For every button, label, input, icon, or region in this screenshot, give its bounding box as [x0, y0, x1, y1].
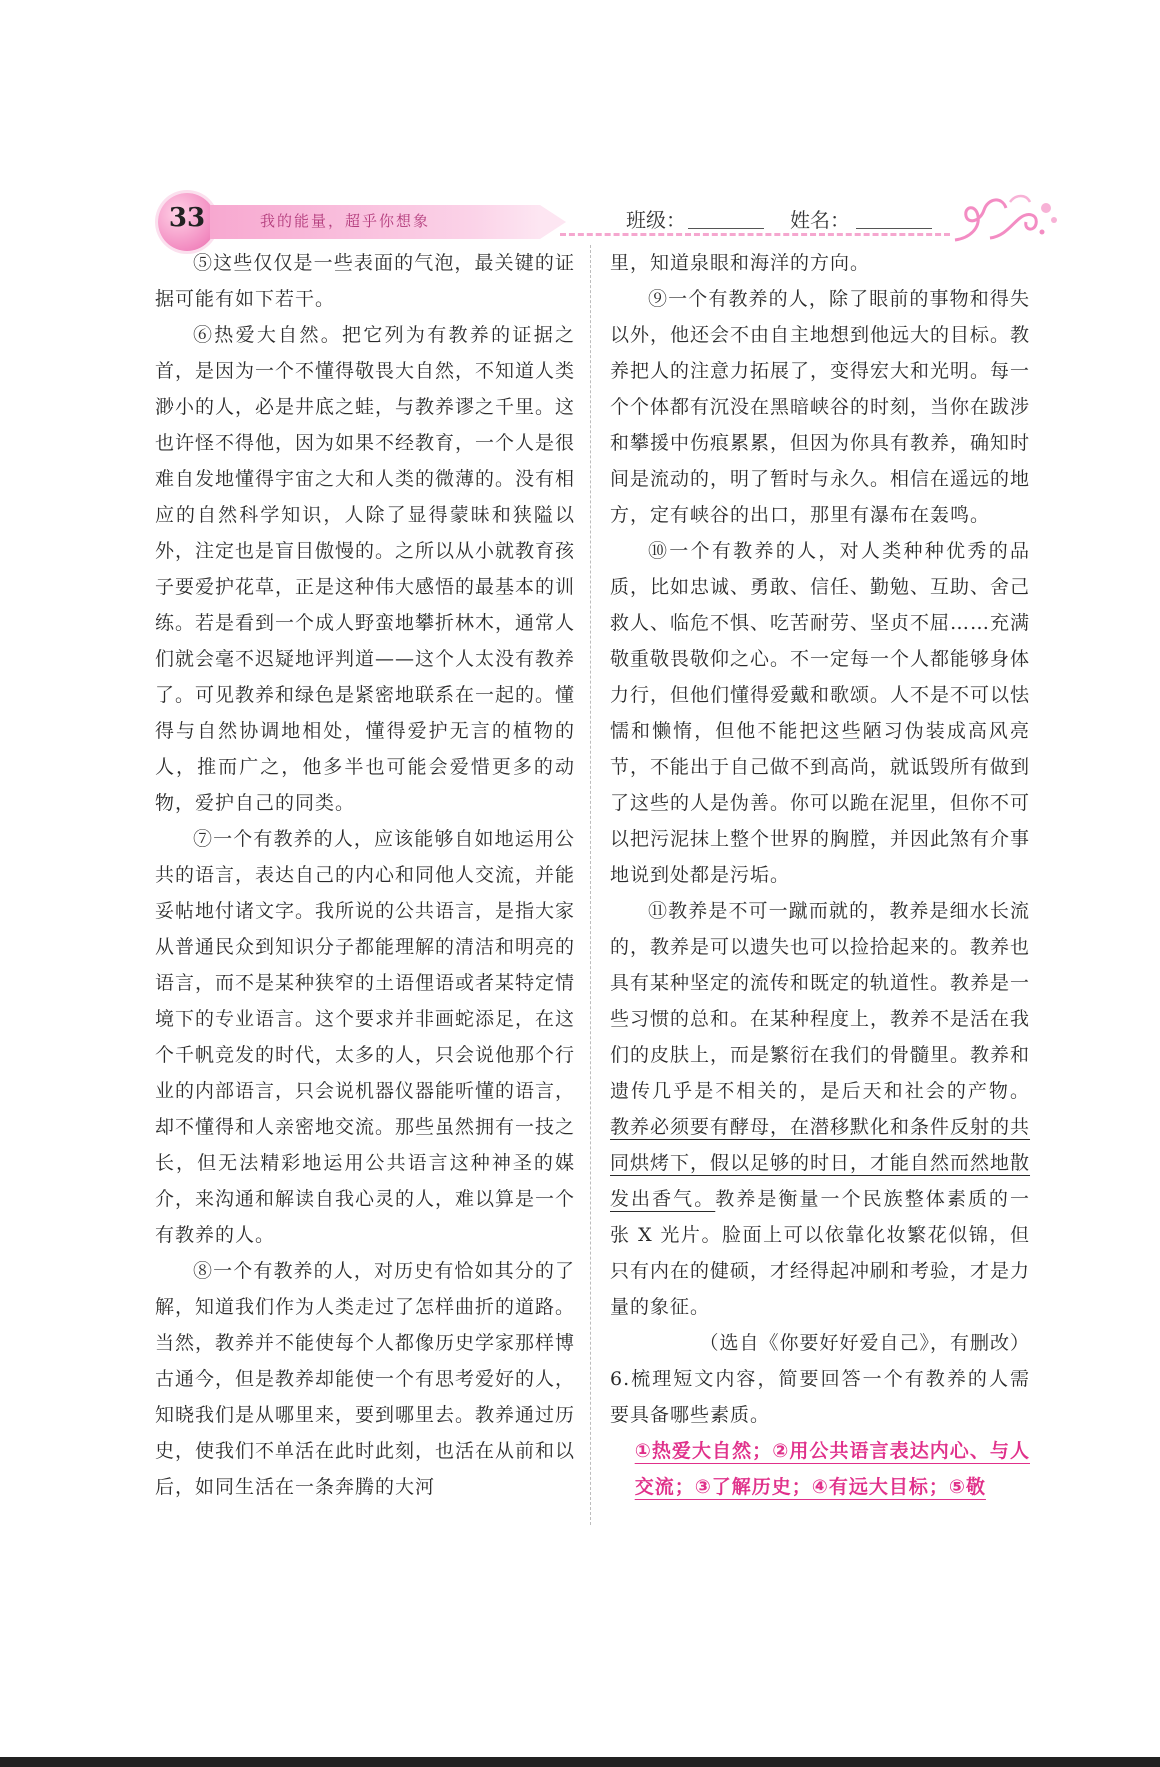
- paragraph-7: ⑦一个有教养的人，应该能够自如地运用公共的语言，表达自己的内心和同他人交流，并能妥帖地付诸文字。我所说的公共语言，是指大家从普通民众到知识分子都能理解的清洁和明亮的语言，而不是某种狭窄的土语俚语或者某特定情境下的专业语言。这个要求并非画蛇添足，在这个千帆竞发的时代，太多的人，只会说他那个行业的内部语言，只会说机器仪器能听懂的语言，却不懂得和人亲密地交流。那些虽然拥有一技之长，但无法精彩地运用公共语言这种神圣的媒介，来沟通和解读自我心灵的人，难以算是一个有教养的人。: [155, 828, 576, 1246]
- paragraph-8-continuation: 里，知道泉眼和海洋的方向。: [610, 252, 871, 274]
- paragraph-11-text-a: ⑪教养是不可一蹴而就的，教养是细水长流的，教养是可以遗失也可以捡拾起来的。教养也具有某种坚定的流传和既定的轨道性。教养是一些习惯的总和。在某种程度上，教养不是活在我们的皮肤上，而是繁衍在我们的骨髓里。教养和遗传几乎是不相关的，是后天和社会的产物。: [610, 900, 1031, 1102]
- page-number-badge: [158, 193, 216, 251]
- source-citation: （选自《你要好好爱自己》，有删改）: [699, 1332, 1030, 1354]
- paragraph-10: ⑩一个有教养的人，对人类种种优秀的品质，比如忠诚、勇敢、信任、勤勉、互助、舍己救人、临危不惧、吃苦耐劳、坚贞不屈……充满敬重敬畏敬仰之心。不一定每一个人都能够身体力行，但他们懂得爱戴和歌颂。人不是不可以怯懦和懒惰，但他不能把这些陋习伪装成高风亮节，不能出于自己做不到高尚，就诋毁所有做到了这些的人是伪善。你可以跪在泥里，但你不可以把污泥抹上整个世界的胸膛，并因此煞有介事地说到处都是污垢。: [610, 540, 1031, 886]
- right-column: [610, 245, 1030, 1505]
- page-header: [150, 188, 1050, 248]
- column-divider: [590, 245, 591, 1525]
- question-text: 梳理短文内容，简要回答一个有教养的人需要具备哪些素质。: [610, 1368, 1030, 1426]
- underlined-sentence: 教养必须要有酵母，在潜移默化和条件反射的共同烘烤下，假以足够的时日，才能自然而然地散发出香气。: [610, 1116, 1031, 1210]
- paragraph-11: [610, 893, 1030, 1325]
- class-blank[interactable]: [688, 228, 764, 229]
- left-column: [155, 245, 575, 1505]
- name-label: 姓名：: [790, 208, 850, 232]
- flourish-ornament-icon: [950, 188, 1060, 248]
- paragraph-8: ⑧一个有教养的人，对历史有恰如其分的了解，知道我们作为人类走过了怎样曲折的道路。当然，教养并不能使每个人都像历史学家那样博古通今，但是教养却能使一个有思考爱好的人，知晓我们是从哪里来，要到哪里去。教养通过历史，使我们不单活在此时此刻，也活在从前和以后，如同生活在一条奔腾的大河: [155, 1260, 576, 1498]
- answer-text: ①热爱大自然；②用公共语言表达内心、与人交流；③了解历史；④有远大目标；⑤敬: [634, 1440, 1030, 1498]
- paragraph-6: ⑥热爱大自然。把它列为有教养的证据之首，是因为一个不懂得敬畏大自然，不知道人类渺小的人，必是井底之蛙，与教养谬之千里。这也许怪不得他，因为如果不经教育，一个人是很难自发地懂得宇宙之大和人类的微薄的。没有相应的自然科学知识，人除了显得蒙昧和狭隘以外，注定也是盲目傲慢的。之所以从小就教育孩子要爱护花草，正是这种伟大感悟的最基本的训练。若是看到一个成人野蛮地攀折林木，通常人们就会毫不迟疑地评判道——这个人太没有教养了。可见教养和绿色是紧密地联系在一起的。懂得与自然协调地相处，懂得爱护无言的植物的人，推而广之，他多半也可能会爱惜更多的动物，爱护自己的同类。: [155, 324, 576, 814]
- page-number: 33: [168, 203, 206, 233]
- paragraph-5: ⑤这些仅仅是一些表面的气泡，最关键的证据可能有如下若干。: [155, 252, 575, 310]
- name-blank[interactable]: [856, 228, 932, 229]
- class-label: 班级：: [626, 208, 686, 232]
- paragraph-9: ⑨一个有教养的人，除了眼前的事物和得失以外，他还会不由自主地想到他远大的目标。教养把人的注意力拓展了，变得宏大和光明。每一个个体都有沉没在黑暗峡谷的时刻，当你在跋涉和攀援中伤痕累累，但因为你具有教养，确知时间是流动的，明了暂时与永久。相信在遥远的地方，定有峡谷的出口，那里有瀑布在轰鸣。: [610, 288, 1031, 526]
- header-dashed-line: [560, 233, 950, 236]
- question-number: 6.: [610, 1368, 631, 1390]
- bottom-edge-bar: [0, 1757, 1160, 1767]
- question-6: [610, 1361, 1030, 1433]
- paragraph-11-text-b: 教养是衡量一个民族整体素质的一张 X 光片。脸面上可以依靠化妆繁花似锦，但只有内在的健硕，才经得起冲刷和考验，才是力量的象征。: [610, 1188, 1031, 1318]
- slogan-text: 我的能量，超乎你想象: [260, 212, 431, 230]
